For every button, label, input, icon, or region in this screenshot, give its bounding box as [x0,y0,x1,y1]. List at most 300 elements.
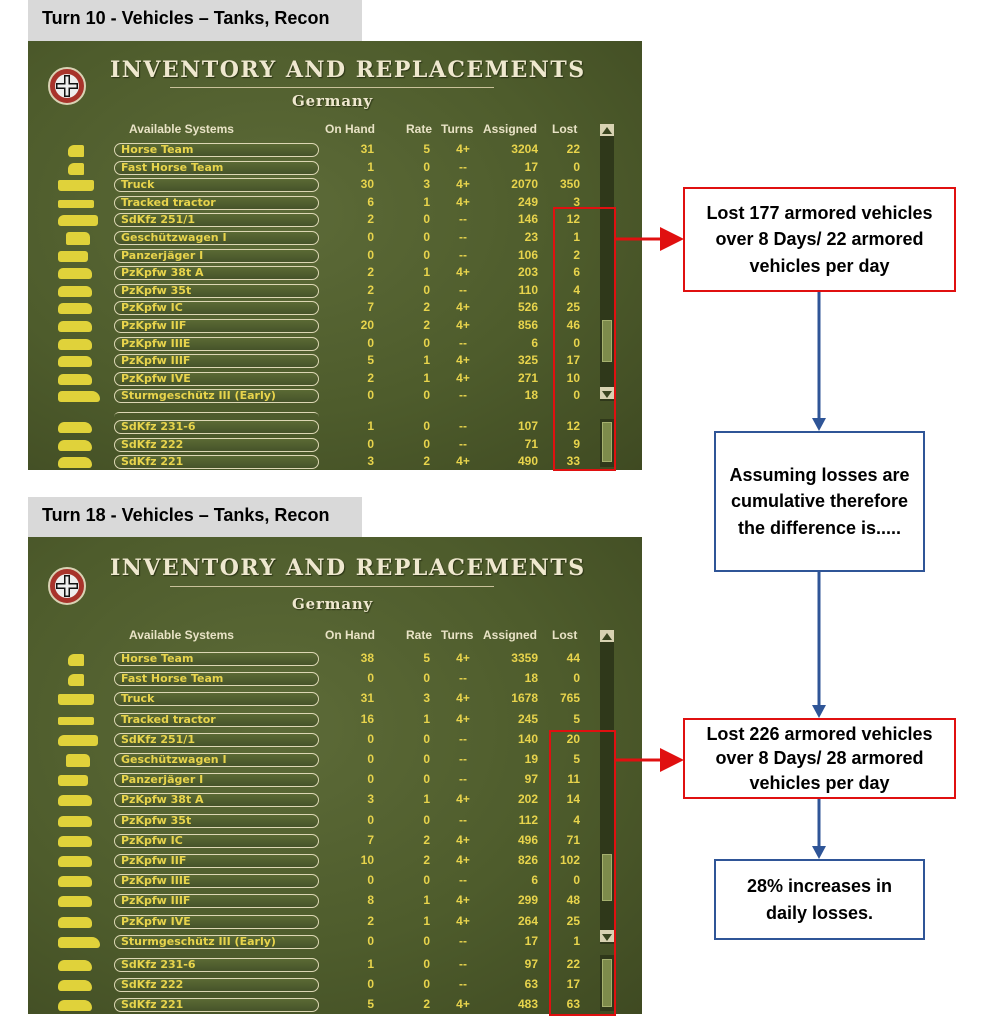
lost-column-highlight-turn18 [549,730,616,1016]
rate-value: 1 [423,913,430,928]
assigned-value: 107 [517,419,538,433]
system-name-button[interactable] [114,713,319,727]
lost-value: 11 [567,772,580,787]
rate-value: 0 [423,772,430,787]
system-name: PzKpfw IVE [121,914,191,928]
system-name-button[interactable] [114,692,319,706]
lost-value: 17 [566,977,580,992]
rate-value: 0 [423,282,430,297]
tank-icon [58,339,92,350]
rate-value: 5 [423,142,430,156]
turns-value: 4+ [456,711,470,726]
system-name-button[interactable] [114,874,319,888]
table-row[interactable] [28,690,642,708]
system-name-button[interactable] [114,935,319,949]
on-hand-value: 7 [367,300,374,315]
lost-value: 20 [566,731,580,746]
halftrack-icon [58,215,98,226]
rate-value: 1 [423,792,430,807]
system-name-button[interactable] [114,438,319,452]
panel-subtitle: Germany [292,92,374,110]
assigned-value: 71 [524,436,538,451]
turns-value: 4+ [456,177,470,192]
lost-value: 71 [566,832,580,847]
armored-car-icon [58,457,92,468]
system-name-button[interactable] [114,854,319,868]
system-name: PzKpfw 38t A [121,793,204,807]
horse-icon [68,145,84,157]
lost-value: 22 [566,957,580,971]
system-name-button[interactable] [114,319,319,333]
assigned-value: 97 [524,957,538,971]
system-name-button[interactable] [114,773,319,787]
system-name: Geschützwagen I [121,231,227,244]
turns-value: -- [459,812,467,827]
lost-value: 10 [566,370,580,385]
table-row[interactable] [28,282,642,300]
assault-gun-icon [58,391,100,402]
system-name: PzKpfw 35t [121,813,192,827]
rate-value: 1 [423,711,430,726]
system-name-button[interactable] [114,894,319,908]
iron-cross-emblem-icon [48,567,86,605]
rate-value: 2 [423,300,430,315]
system-name: Truck [121,692,155,706]
table-row[interactable] [28,650,642,668]
armored-car-icon [58,422,92,433]
table-row[interactable] [28,194,642,212]
spg-icon [66,232,90,245]
turns-value: -- [459,436,467,451]
title-divider [170,87,494,88]
horse-icon [68,674,84,686]
scroll-up-icon[interactable] [600,630,614,642]
on-hand-value: 0 [367,731,374,746]
system-name: SdKfz 222 [121,978,184,992]
on-hand-value: 3 [367,454,374,469]
tank-icon [58,856,92,867]
turn10-inventory-panel [28,41,642,470]
spg-icon [66,754,90,767]
assigned-value: 826 [517,853,538,867]
system-name: PzKpfw IIIE [121,874,191,888]
turns-value: -- [459,873,467,888]
header-lost[interactable]: Lost [552,628,578,642]
header-available-systems: Available Systems [129,628,234,642]
assigned-value: 17 [524,159,538,174]
table-row[interactable] [28,176,642,194]
on-hand-value: 0 [367,812,374,827]
table-row[interactable] [28,211,642,229]
lost-value: 63 [566,997,580,1012]
system-name: SdKfz 221 [121,998,184,1012]
lost-value: 4 [573,812,580,827]
tank-icon [58,321,92,332]
system-name: PzKpfw 35t [121,283,192,297]
system-name-button[interactable] [114,753,319,767]
turns-value: -- [459,230,467,244]
panel-subtitle: Germany [292,595,374,613]
system-name-button[interactable] [114,915,319,929]
turns-value: -- [459,212,467,227]
turns-value: 4+ [456,370,470,385]
system-name: SdKfz 251/1 [121,213,195,227]
turns-value: -- [459,159,467,174]
lost-value: 0 [573,873,580,888]
horse-icon [68,163,84,175]
system-name-button[interactable] [114,455,319,469]
system-name: Horse Team [121,143,194,156]
rate-value: 0 [423,335,430,350]
rate-value: 0 [423,977,430,992]
rate-value: 2 [423,832,430,847]
turns-value: 4+ [456,194,470,209]
on-hand-value: 6 [367,194,374,209]
header-turns[interactable]: Turns [441,122,474,136]
header-assigned[interactable]: Assigned [483,122,538,136]
table-row[interactable] [28,370,642,388]
table-row[interactable] [28,264,642,282]
table-row[interactable] [28,352,642,370]
assigned-value: 1678 [511,691,538,706]
on-hand-value: 8 [367,893,374,908]
armored-car-icon [58,440,92,451]
lost-value: 12 [566,419,580,433]
assigned-value: 146 [517,212,538,227]
assigned-value: 325 [517,353,538,368]
system-name: SdKfz 222 [121,437,184,451]
turns-value: -- [459,671,467,686]
lost-value: 33 [566,454,580,469]
turns-value: -- [459,957,467,971]
tank-destroyer-icon [58,775,88,786]
system-name-button[interactable] [114,389,319,403]
on-hand-value: 38 [360,651,374,665]
turns-value: -- [459,388,467,403]
turns-value: 4+ [456,691,470,706]
system-name: Truck [121,178,155,192]
assigned-value: 140 [517,731,538,746]
on-hand-value: 7 [367,832,374,847]
table-row[interactable] [28,453,642,470]
on-hand-value: 2 [367,913,374,928]
header-rate[interactable]: Rate [406,122,433,136]
on-hand-value: 0 [367,752,374,766]
armored-car-icon [58,980,92,991]
system-name-button[interactable] [114,266,319,280]
turns-value: 4+ [456,353,470,368]
system-name: SdKfz 251/1 [121,732,195,746]
system-name-button[interactable] [114,978,319,992]
rate-value: 0 [423,388,430,403]
table-row[interactable] [28,387,642,405]
system-name-button[interactable] [114,814,319,828]
on-hand-value: 0 [367,436,374,451]
lost-value: 5 [573,711,580,726]
turns-value: 4+ [456,893,470,908]
header-turns[interactable]: Turns [441,628,474,642]
callout-turn18-losses: Lost 226 armored vehicles over 8 Days/ 28 armored vehicles per day [683,718,956,799]
on-hand-value: 5 [367,353,374,368]
assigned-value: 6 [531,873,538,888]
tank-icon [58,303,92,314]
rate-value: 0 [423,247,430,262]
system-name: SdKfz 231-6 [121,420,196,433]
assigned-value: 3204 [511,142,538,156]
table-row[interactable] [28,436,642,454]
system-name-button[interactable] [114,231,319,245]
system-name: PzKpfw IIIF [121,894,191,908]
system-name-button[interactable] [114,249,319,263]
assigned-value: 97 [524,772,538,787]
lost-value: 0 [573,671,580,686]
turns-value: -- [459,933,467,948]
table-row[interactable] [28,711,642,729]
system-name: Panzerjäger I [121,773,204,787]
assigned-value: 271 [517,370,538,385]
turns-value: 4+ [456,832,470,847]
rate-value: 1 [423,353,430,368]
header-lost[interactable]: Lost [552,122,578,136]
armored-car-icon [58,1000,92,1011]
system-name: Fast Horse Team [121,160,224,174]
system-name: PzKpfw IC [121,301,183,315]
assigned-value: 23 [524,230,538,244]
system-name: PzKpfw IIF [121,319,187,332]
table-row[interactable] [28,317,642,335]
system-name: Fast Horse Team [121,672,224,686]
assigned-value: 18 [524,671,538,686]
assigned-value: 3359 [511,651,538,665]
rate-value: 0 [423,419,430,433]
table-row[interactable] [28,670,642,688]
system-name-button[interactable] [114,196,319,210]
table-row[interactable] [28,335,642,353]
system-name-button[interactable] [114,793,319,807]
turns-value: 4+ [456,913,470,928]
turns-value: -- [459,247,467,262]
horse-icon [68,654,84,666]
system-name-button[interactable] [114,733,319,747]
on-hand-value: 31 [360,142,374,156]
callout-conclusion: 28% increases in daily losses. [714,859,925,940]
on-hand-value: 0 [367,247,374,262]
assigned-value: 483 [517,997,538,1012]
table-row[interactable] [28,229,642,247]
turns-value: 4+ [456,997,470,1012]
header-rate[interactable]: Rate [406,628,433,642]
rate-value: 5 [423,651,430,665]
rate-value: 2 [423,997,430,1012]
assigned-value: 202 [517,792,538,807]
rate-value: 3 [423,691,430,706]
rate-value: 0 [423,752,430,766]
system-name: SdKfz 231-6 [121,958,196,971]
tank-icon [58,286,92,297]
lost-value: 25 [566,300,580,315]
iron-cross-emblem-icon [48,67,86,105]
on-hand-value: 0 [367,772,374,787]
header-assigned[interactable]: Assigned [483,628,538,642]
table-row[interactable] [28,299,642,317]
turns-value: 4+ [456,318,470,332]
turns-value: -- [459,419,467,433]
turns-value: 4+ [456,454,470,469]
turns-value: -- [459,335,467,350]
tank-icon [58,374,92,385]
system-name: Tracked tractor [121,195,216,209]
system-name: Tracked tractor [121,712,216,726]
on-hand-value: 1 [367,159,374,174]
system-name: PzKpfw IIIF [121,354,191,368]
turns-value: -- [459,282,467,297]
lost-value: 0 [573,159,580,174]
partially-hidden-row [114,412,319,417]
assigned-value: 19 [524,752,538,766]
assigned-value: 299 [517,893,538,908]
system-name-button[interactable] [114,372,319,386]
system-name: Horse Team [121,652,194,665]
assigned-value: 249 [517,194,538,209]
rate-value: 0 [423,230,430,244]
system-name: PzKpfw IIF [121,854,187,867]
system-name-button[interactable] [114,337,319,351]
assigned-value: 490 [517,454,538,469]
on-hand-value: 0 [367,933,374,948]
lost-value: 1 [573,230,580,244]
turns-value: 4+ [456,265,470,280]
system-name-button[interactable] [114,998,319,1012]
rate-value: 3 [423,177,430,192]
on-hand-value: 30 [360,177,374,192]
assigned-value: 856 [517,318,538,332]
title-divider [170,586,494,587]
system-name-button[interactable] [114,834,319,848]
on-hand-value: 2 [367,282,374,297]
turns-value: 4+ [456,300,470,315]
scroll-up-icon[interactable] [600,124,614,136]
assigned-value: 245 [517,711,538,726]
on-hand-value: 5 [367,997,374,1012]
turns-value: -- [459,731,467,746]
tank-icon [58,836,92,847]
assigned-value: 264 [517,913,538,928]
assigned-value: 112 [518,812,538,827]
on-hand-value: 31 [360,691,374,706]
on-hand-value: 0 [367,230,374,244]
header-on-hand[interactable]: On Hand [325,628,375,642]
lost-value: 17 [566,353,580,368]
rate-value: 0 [423,873,430,888]
lost-value: 44 [566,651,580,665]
turns-value: -- [459,977,467,992]
assigned-value: 496 [517,832,538,847]
rate-value: 1 [423,194,430,209]
assigned-value: 18 [524,388,538,403]
system-name-button[interactable] [114,420,319,434]
on-hand-value: 0 [367,388,374,403]
rate-value: 0 [423,933,430,948]
system-name-button[interactable] [114,354,319,368]
rate-value: 0 [423,731,430,746]
turns-value: -- [459,752,467,766]
on-hand-value: 0 [367,873,374,888]
assigned-value: 203 [517,265,538,280]
lost-value: 22 [566,142,580,156]
tank-icon [58,816,92,827]
lost-value: 6 [573,265,580,280]
lost-value: 9 [573,436,580,451]
rate-value: 0 [423,436,430,451]
system-name-button[interactable] [114,213,319,227]
tank-icon [58,356,92,367]
truck-icon [58,694,94,705]
on-hand-value: 3 [367,792,374,807]
lost-value: 3 [573,194,580,209]
system-name-button[interactable] [114,672,319,686]
lost-value: 1 [573,933,580,948]
system-name-button[interactable] [114,958,319,972]
on-hand-value: 20 [360,318,374,332]
assault-gun-icon [58,937,100,948]
header-available-systems: Available Systems [129,122,234,136]
system-name: PzKpfw 38t A [121,266,204,280]
tank-icon [58,896,92,907]
rate-value: 2 [423,853,430,867]
rate-value: 0 [423,212,430,227]
on-hand-value: 0 [367,671,374,686]
turn10-label: Turn 10 - Vehicles – Tanks, Recon [28,0,362,41]
panel-title: INVENTORY AND REPLACEMENTS [110,57,586,83]
system-name-button[interactable] [114,652,319,666]
callout-assumption: Assuming losses are cumulative therefore the difference is..... [714,431,925,572]
on-hand-value: 1 [367,957,374,971]
turn18-label: Turn 18 - Vehicles – Tanks, Recon [28,497,362,537]
on-hand-value: 10 [360,853,374,867]
assigned-value: 106 [517,247,538,262]
system-name-button[interactable] [114,161,319,175]
on-hand-value: 0 [367,977,374,992]
table-row[interactable] [28,159,642,177]
rate-value: 0 [423,159,430,174]
lost-value: 2 [573,247,580,262]
truck-icon [58,180,94,191]
tank-icon [58,268,92,279]
tank-destroyer-icon [58,251,88,262]
on-hand-value: 2 [367,212,374,227]
system-name-button[interactable] [114,178,319,192]
table-row[interactable] [28,247,642,265]
system-name-button[interactable] [114,284,319,298]
system-name-button[interactable] [114,143,319,157]
rate-value: 0 [423,957,430,971]
tank-icon [58,795,92,806]
lost-value: 5 [573,752,580,766]
assigned-value: 63 [524,977,538,992]
table-row[interactable] [28,141,642,159]
rate-value: 0 [423,812,430,827]
lost-value: 12 [566,212,580,227]
header-on-hand[interactable]: On Hand [325,122,375,136]
system-name-button[interactable] [114,301,319,315]
lost-value: 4 [573,282,580,297]
on-hand-value: 1 [367,419,374,433]
system-name: PzKpfw IIIE [121,336,191,350]
lost-value: 14 [566,792,580,807]
rate-value: 1 [423,265,430,280]
table-row[interactable] [28,418,642,436]
tractor-icon [58,200,94,208]
